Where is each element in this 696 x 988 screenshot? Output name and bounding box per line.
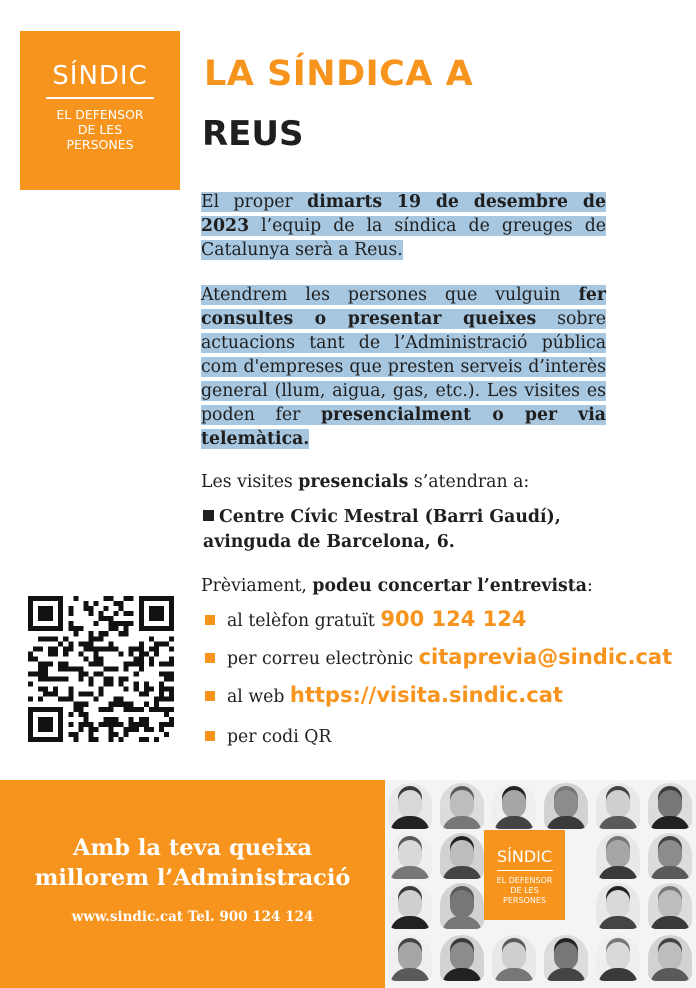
visits-bold: presencials <box>298 472 409 492</box>
web-link[interactable]: https://visita.sindic.cat <box>289 683 563 707</box>
portrait-photo <box>440 833 484 879</box>
sindic-logo <box>20 31 180 190</box>
services-text-2: sobre actuacions tant de l’Administració pública com d'empreses que presten serveis d’interès general (llum, aigua, gas, etc.). Les visites es poden fer <box>201 309 606 425</box>
logo-sub-line2: DE LES <box>77 122 123 137</box>
qr-code-icon[interactable] <box>28 596 174 742</box>
option-label: per correu electrònic <box>227 649 419 669</box>
bullet-icon <box>205 691 215 701</box>
portrait-photo <box>388 783 432 829</box>
logo-small-line1: EL DEFENSOR <box>496 876 553 885</box>
logo-brand: SÍNDIC <box>52 61 148 91</box>
logo-subtitle <box>20 107 180 152</box>
portrait-photo <box>648 833 692 879</box>
bullet-icon <box>205 731 215 741</box>
intro-paragraph <box>201 190 606 262</box>
logo-small-line3: PERSONES <box>503 896 546 905</box>
logo-divider <box>46 97 154 99</box>
address-line2: avinguda de Barcelona, 6. <box>203 532 455 552</box>
bullet-icon <box>205 615 215 625</box>
page-title: LA SÍNDICA A <box>204 54 474 94</box>
portrait-photo <box>388 833 432 879</box>
appointment-paragraph <box>201 574 606 598</box>
portrait-photo <box>544 783 588 829</box>
option-label: al telèfon gratuït <box>227 611 381 631</box>
option-label: al web <box>227 687 290 707</box>
phone-number[interactable]: 900 124 124 <box>380 607 527 631</box>
portrait-photo <box>648 883 692 929</box>
visits-paragraph <box>201 470 606 494</box>
option-label: per codi QR <box>227 727 332 747</box>
portrait-photo <box>596 783 640 829</box>
logo-small-divider <box>497 870 553 871</box>
logo-sub-line1: EL DEFENSOR <box>56 107 144 122</box>
footer-banner <box>0 780 385 988</box>
portrait-photo <box>492 783 536 829</box>
intro-text-2: l’equip de la síndica de greuges de Catalunya serà a Reus. <box>201 216 606 260</box>
option-phone <box>205 607 526 631</box>
portrait-photo <box>440 883 484 929</box>
page-title-city: REUS <box>202 114 304 154</box>
logo-sub-line3: PERSONES <box>66 137 134 152</box>
appointment-text-2: : <box>586 576 593 596</box>
logo-small-line2: DE LES <box>510 886 539 895</box>
portrait-photo <box>596 935 640 981</box>
slogan-line2: millorem l’Administració <box>34 865 351 891</box>
slogan-line1: Amb la teva queixa <box>73 835 312 861</box>
logo-small-subtitle <box>484 876 565 906</box>
portrait-photo <box>388 935 432 981</box>
footer-slogan <box>0 833 385 893</box>
portrait-photo <box>544 935 588 981</box>
services-bold-2: presencialment o per via telemàtica. <box>201 405 606 449</box>
people-photo-grid <box>385 780 696 988</box>
logo-small-brand: SÍNDIC <box>496 847 553 866</box>
appointment-bold: podeu concertar l’entrevista <box>312 576 587 596</box>
intro-text-1: El proper <box>201 192 308 212</box>
portrait-photo <box>440 935 484 981</box>
address-block <box>203 505 561 555</box>
sindic-logo-small <box>484 830 565 920</box>
address-line1: Centre Cívic Mestral (Barri Gaudí), <box>219 507 561 527</box>
services-paragraph <box>201 283 606 451</box>
intro-date: dimarts 19 de desembre de 2023 <box>201 192 606 236</box>
option-web <box>205 683 563 707</box>
services-bold-1: fer consultes o presentar queixes <box>201 285 606 329</box>
footer-contact[interactable]: www.sindic.cat Tel. 900 124 124 <box>71 909 314 925</box>
portrait-photo <box>596 833 640 879</box>
appointment-text-1: Prèviament, <box>201 576 313 596</box>
portrait-photo <box>492 935 536 981</box>
square-bullet-icon <box>203 510 214 521</box>
option-qr <box>205 727 331 747</box>
portrait-photo <box>648 935 692 981</box>
services-text-1: Atendrem les persones que vulguin <box>201 285 579 305</box>
portrait-photo <box>388 883 432 929</box>
portrait-photo <box>596 883 640 929</box>
portrait-photo <box>648 783 692 829</box>
visits-text-2: s’atendran a: <box>408 472 530 492</box>
bullet-icon <box>205 653 215 663</box>
visits-text-1: Les visites <box>201 472 299 492</box>
option-email <box>205 645 672 669</box>
portrait-photo <box>440 783 484 829</box>
email-link[interactable]: citaprevia@sindic.cat <box>418 645 673 669</box>
